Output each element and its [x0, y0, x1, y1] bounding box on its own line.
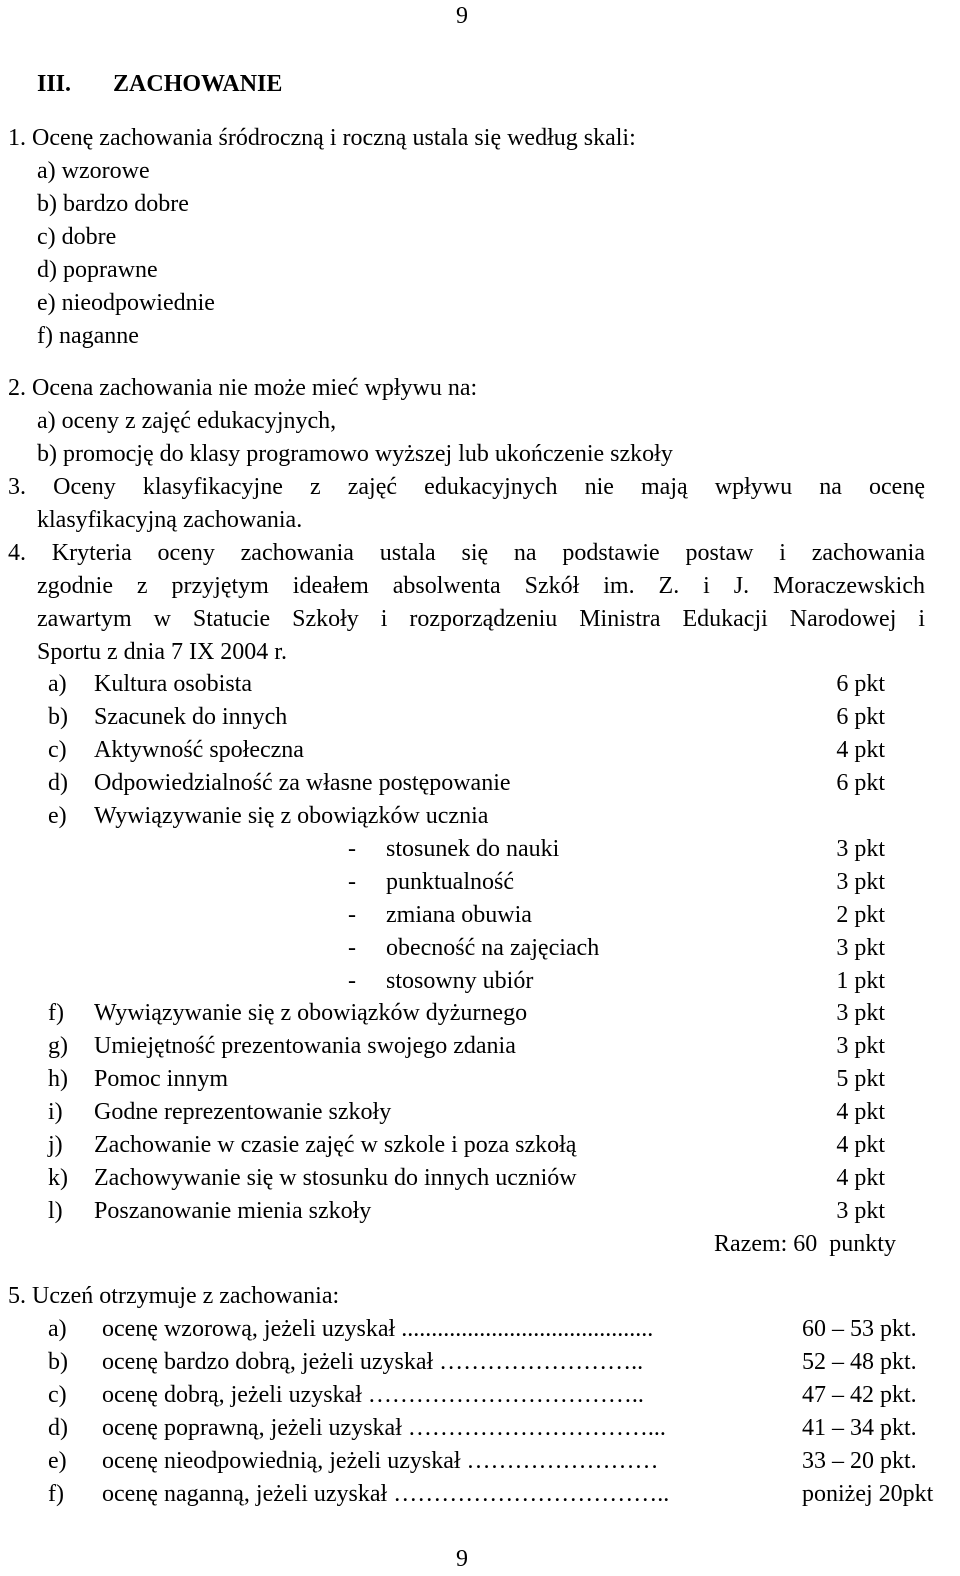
- criterion-points: 3 pkt: [836, 1033, 885, 1059]
- subcriterion-label: punktualność: [386, 869, 514, 895]
- criterion-label: Umiejętność prezentowania swojego zdania: [94, 1033, 516, 1059]
- criterion-letter: a): [48, 671, 67, 697]
- criterion-letter: c): [48, 737, 67, 763]
- criterion-label: Szacunek do innych: [94, 704, 288, 730]
- grade-letter: e): [48, 1448, 67, 1474]
- grade-label: ocenę naganną, jeżeli uzyskał ……………………………..: [102, 1481, 670, 1507]
- criterion-row: [48, 1195, 371, 1228]
- scale-option: b) bardzo dobre: [37, 191, 189, 217]
- criterion-points: 5 pkt: [836, 1066, 885, 1092]
- item-3-line-2: klasyfikacyjną zachowania.: [37, 507, 303, 533]
- subcriterion-row: [348, 932, 599, 965]
- grade-row: [48, 1478, 669, 1511]
- subcriterion-dash: -: [348, 968, 356, 994]
- item-4-line-1: 4. Kryteria oceny zachowania ustala się na podstawie postaw i zachowania: [8, 540, 925, 566]
- subcriterion-points: 3 pkt: [836, 869, 885, 895]
- criterion-letter: b): [48, 704, 68, 730]
- criterion-letter: e): [48, 803, 67, 829]
- criterion-letter: f): [48, 1000, 64, 1026]
- item-4-line-3: zawartym w Statucie Szkoły i rozporządzeniu Ministra Edukacji Narodowej i: [37, 606, 925, 632]
- criterion-letter: i): [48, 1099, 63, 1125]
- criterion-row: [48, 767, 511, 800]
- criterion-letter: j): [48, 1132, 63, 1158]
- subcriterion-points: 3 pkt: [836, 836, 885, 862]
- criterion-label: Odpowiedzialność za własne postępowanie: [94, 770, 511, 796]
- subcriterion-dash: -: [348, 902, 356, 928]
- grade-label: ocenę nieodpowiednią, jeżeli uzyskał ……………………: [102, 1448, 659, 1474]
- grade-label: ocenę dobrą, jeżeli uzyskał ……………………………..: [102, 1382, 644, 1408]
- criterion-label: Kultura osobista: [94, 671, 252, 697]
- grade-letter: f): [48, 1481, 64, 1507]
- scale-option: d) poprawne: [37, 257, 158, 283]
- criterion-letter: g): [48, 1033, 68, 1059]
- grade-row: [48, 1379, 644, 1412]
- grade-range: 60 – 53 pkt.: [802, 1316, 917, 1342]
- criterion-letter: h): [48, 1066, 68, 1092]
- section-title: ZACHOWANIE: [113, 71, 283, 97]
- grade-range: 33 – 20 pkt.: [802, 1448, 917, 1474]
- grade-row: [48, 1346, 643, 1379]
- section-number: III.: [37, 71, 72, 97]
- subcriterion-label: zmiana obuwia: [386, 902, 532, 928]
- criterion-letter: k): [48, 1165, 68, 1191]
- grade-range: poniżej 20pkt: [802, 1481, 934, 1507]
- criterion-row: [48, 734, 304, 767]
- no-impact-option: a) oceny z zajęć edukacyjnych,: [37, 408, 337, 434]
- criterion-points: 4 pkt: [836, 1165, 885, 1191]
- grade-letter: c): [48, 1382, 67, 1408]
- grade-letter: a): [48, 1316, 67, 1342]
- criterion-row: [48, 1096, 391, 1129]
- criterion-row: [48, 800, 488, 833]
- criterion-label: Wywiązywanie się z obowiązków dyżurnego: [94, 1000, 528, 1026]
- scale-option: a) wzorowe: [37, 158, 150, 184]
- criterion-row: [48, 997, 527, 1030]
- grade-range: 41 – 34 pkt.: [802, 1415, 917, 1441]
- criterion-label: Godne reprezentowanie szkoły: [94, 1099, 392, 1125]
- criterion-label: Zachowywanie się w stosunku do innych uczniów: [94, 1165, 577, 1191]
- scale-option: f) naganne: [37, 323, 139, 349]
- criterion-label: Aktywność społeczna: [94, 737, 304, 763]
- criterion-points: 4 pkt: [836, 1099, 885, 1125]
- criterion-points: 3 pkt: [836, 1198, 885, 1224]
- subcriterion-dash: -: [348, 935, 356, 961]
- criterion-row: [48, 1063, 228, 1096]
- grade-row: [48, 1445, 659, 1478]
- criterion-row: [48, 668, 252, 701]
- grade-range: 52 – 48 pkt.: [802, 1349, 917, 1375]
- item-3-line-1: 3. Oceny klasyfikacyjne z zajęć edukacyjnych nie mają wpływu na ocenę: [8, 474, 925, 500]
- grade-range: 47 – 42 pkt.: [802, 1382, 917, 1408]
- subcriterion-points: 3 pkt: [836, 935, 885, 961]
- item-1-text: 1. Ocenę zachowania śródroczną i roczną ustala się według skali:: [8, 125, 636, 151]
- subcriterion-points: 2 pkt: [836, 902, 885, 928]
- subcriterion-label: stosunek do nauki: [386, 836, 560, 862]
- criterion-label: Pomoc innym: [94, 1066, 229, 1092]
- criterion-label: Poszanowanie mienia szkoły: [94, 1198, 372, 1224]
- grade-label: ocenę poprawną, jeżeli uzyskał …………………………...: [102, 1415, 666, 1441]
- scale-option: c) dobre: [37, 224, 117, 250]
- page-number-bottom: 9: [456, 1546, 468, 1572]
- grade-letter: d): [48, 1415, 68, 1441]
- grade-label: ocenę bardzo dobrą, jeżeli uzyskał ……………………..: [102, 1349, 644, 1375]
- criterion-points: 6 pkt: [836, 770, 885, 796]
- criterion-row: [48, 1162, 577, 1195]
- criterion-label: Zachowanie w czasie zajęć w szkole i poza szkołą: [94, 1132, 577, 1158]
- item-4-line-2: zgodnie z przyjętym ideałem absolwenta Szkół im. Z. i J. Moraczewskich: [37, 573, 925, 599]
- criterion-row: [48, 1030, 516, 1063]
- scale-option: e) nieodpowiednie: [37, 290, 215, 316]
- grade-letter: b): [48, 1349, 68, 1375]
- subcriterion-points: 1 pkt: [836, 968, 885, 994]
- grade-row: [48, 1412, 666, 1445]
- page-number-top: 9: [456, 3, 468, 29]
- criterion-label: Wywiązywanie się z obowiązków ucznia: [94, 803, 489, 829]
- subcriterion-label: obecność na zajęciach: [386, 935, 600, 961]
- grade-row: [48, 1313, 653, 1346]
- subcriterion-row: [348, 899, 532, 932]
- item-5-text: 5. Uczeń otrzymuje z zachowania:: [8, 1283, 340, 1309]
- points-total: Razem: 60 punkty: [714, 1231, 896, 1257]
- item-4-line-4: Sportu z dnia 7 IX 2004 r.: [37, 639, 287, 665]
- criterion-points: 6 pkt: [836, 704, 885, 730]
- criterion-letter: l): [48, 1198, 63, 1224]
- criterion-points: 6 pkt: [836, 671, 885, 697]
- subcriterion-row: [348, 833, 559, 866]
- criterion-points: 4 pkt: [836, 1132, 885, 1158]
- criterion-row: [48, 1129, 576, 1162]
- subcriterion-dash: -: [348, 869, 356, 895]
- no-impact-option: b) promocję do klasy programowo wyższej lub ukończenie szkoły: [37, 441, 673, 467]
- subcriterion-row: [348, 965, 533, 998]
- item-2-text: 2. Ocena zachowania nie może mieć wpływu na:: [8, 375, 478, 401]
- section-heading: [37, 68, 282, 101]
- subcriterion-row: [348, 866, 514, 899]
- criterion-letter: d): [48, 770, 68, 796]
- criterion-points: 3 pkt: [836, 1000, 885, 1026]
- subcriterion-label: stosowny ubiór: [386, 968, 534, 994]
- subcriterion-dash: -: [348, 836, 356, 862]
- criterion-points: 4 pkt: [836, 737, 885, 763]
- criterion-row: [48, 701, 287, 734]
- grade-label: ocenę wzorową, jeżeli uzyskał ..........................................: [102, 1316, 654, 1342]
